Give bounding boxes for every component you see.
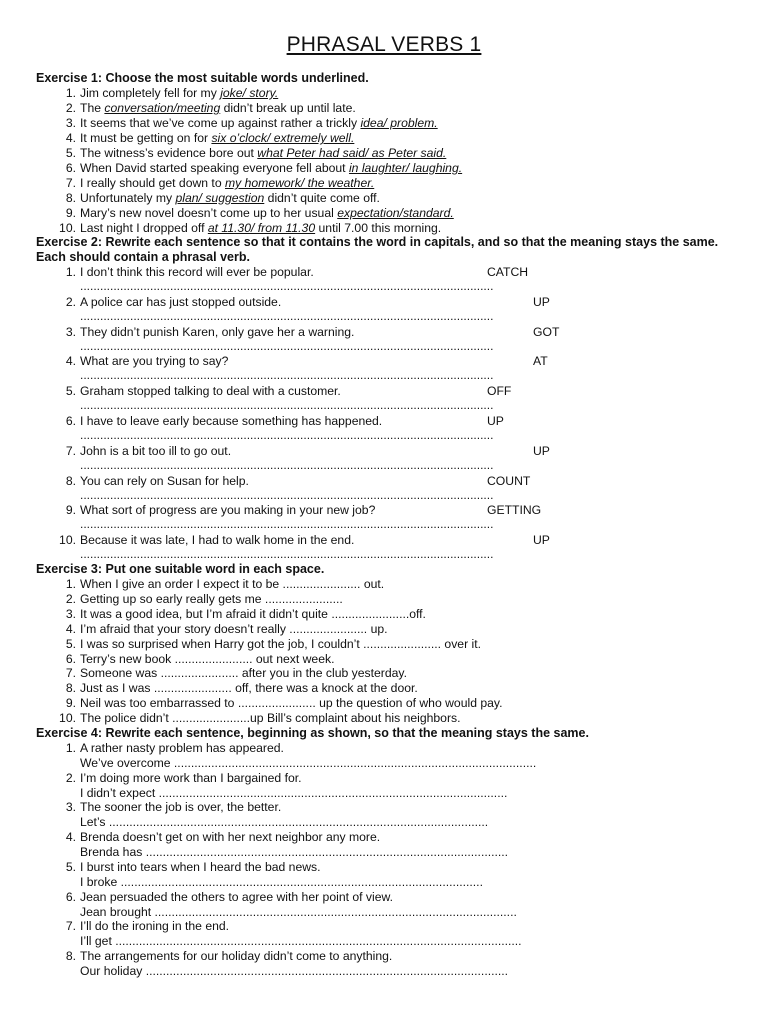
item-text-pre: Mary’s new novel doesn’t come up to her usual [80,206,338,220]
item-number: 7. [65,919,76,934]
keyword-capitals: COUNT [487,473,531,488]
item-text: It was a good idea, but I’m afraid it didn’t quite .......................off. [80,606,426,621]
keyword-capitals: GOT [533,324,560,339]
item-number: 8. [65,473,76,488]
item-number: 2. [65,770,76,785]
underlined-choice: conversation/meeting [104,101,221,115]
item-text: The sooner the job is over, the better. [80,800,282,815]
item-text: They didn’t punish Karen, only gave her a warning. [80,324,355,339]
underlined-choice: in laughter/ laughing. [348,161,463,175]
item-text: I’m afraid that your story doesn’t really ....................... up. [80,621,388,636]
answer-line: ............................................................................................................................ [80,457,494,472]
item-text: Someone was ....................... after you in the club yesterday. [80,666,407,681]
item-text [80,146,446,161]
item-text [80,206,454,221]
item-number: 1. [65,265,76,279]
exercise-2-subheading: Each should contain a phrasal verb. [36,250,250,264]
item-text-pre: It must be getting on for [80,131,212,145]
item-text-pre: It seems that we’ve come up against rather a trickly [80,116,361,130]
item-number: 3. [65,116,76,130]
item-text: I was so surprised when Harry got the job, I couldn’t ....................... over it. [80,636,481,651]
rewrite-line: I broke ........................................................................................................... [80,874,483,889]
item-text: Because it was late, I had to walk home in the end. [80,533,355,548]
keyword-capitals: UP [533,443,550,458]
keyword-capitals: CATCH [487,265,529,279]
item-text: I have to leave early because something has happened. [80,414,383,428]
underlined-choice: at 11.30/ from 11.30 [207,221,316,235]
item-text: Graham stopped talking to deal with a customer. [80,384,341,399]
item-text [80,86,278,101]
item-text: John is a bit too ill to go out. [80,443,232,458]
item-text-pre: Jim completely fell for my [80,86,221,100]
keyword-capitals: GETTING [487,503,542,518]
item-text: I don’t think this record will ever be popular. [80,265,314,279]
item-number: 10. [59,711,76,726]
keyword-capitals: OFF [487,384,512,399]
item-number: 8. [65,681,76,696]
item-number: 3. [65,800,76,815]
item-text-pre: When David started speaking everyone fell about [80,161,349,175]
exercise-3-heading: Exercise 3: Put one suitable word in each space. [36,562,325,576]
keyword-capitals: UP [487,414,504,428]
item-number: 6. [65,651,76,666]
item-text-pre: Last night I dropped off [80,221,208,235]
exercise-4-heading: Exercise 4: Rewrite each sentence, beginning as shown, so that the meaning stays the same. [36,726,589,740]
item-text: The police didn’t .......................up Bill’s complaint about his neighbors. [80,711,461,726]
underlined-choice: expectation/standard. [337,206,454,220]
item-number: 2. [65,101,76,115]
rewrite-line: Brenda has ........................................................................................................... [80,845,509,860]
item-number: 10. [59,533,76,548]
underlined-choice: joke/ story. [220,86,279,100]
item-text: What are you trying to say? [80,354,229,369]
item-number: 6. [65,414,76,428]
item-text-pre: The witness’s evidence bore out [80,146,258,160]
item-text: I burst into tears when I heard the bad news. [80,859,321,874]
keyword-capitals: AT [533,354,548,369]
item-text: Brenda doesn’t get on with her next neighbor any more. [80,830,381,845]
underlined-choice: six o’clock/ extremely well. [211,131,355,145]
rewrite-line: I’ll get ........................................................................................................................ [80,934,522,949]
item-text: What sort of progress are you making in your new job? [80,503,376,518]
item-text [80,221,441,236]
answer-line: ............................................................................................................................ [80,428,494,442]
item-text-post: didn’t quite come off. [264,191,380,205]
item-text: Neil was too embarrassed to ....................... up the question of who would pay. [80,696,503,711]
item-number: 1. [65,577,76,591]
exercise-1-heading: Exercise 1: Choose the most suitable words underlined. [36,71,369,85]
answer-line: ............................................................................................................................ [80,308,494,323]
underlined-choice: my homework/ the weather. [224,176,375,190]
item-number: 3. [65,606,76,621]
item-number: 9. [65,503,76,518]
item-number: 6. [65,161,76,175]
item-number: 1. [65,741,76,755]
item-number: 1. [65,86,76,100]
item-text-pre: I really should get down to [80,176,225,190]
item-text-pre: Unfortunately my [80,191,176,205]
item-number: 4. [65,830,76,845]
exercise-2-heading: Exercise 2: Rewrite each sentence so that it contains the word in capitals, and so that the meaning stays the same. [36,235,719,249]
item-number: 4. [65,354,76,369]
item-number: 4. [65,131,76,145]
page-title: PHRASAL VERBS 1 [286,33,482,56]
answer-line: ............................................................................................................................ [80,547,494,562]
item-number: 9. [65,696,76,711]
item-number: 10. [59,221,76,235]
item-number: 2. [65,591,76,606]
item-text: The arrangements for our holiday didn’t come to anything. [80,948,393,963]
item-text: Jean persuaded the others to agree with her point of view. [80,889,394,904]
item-number: 3. [65,324,76,339]
item-text [80,191,380,206]
answer-line: ............................................................................................................................ [80,517,494,532]
item-text: When I give an order I expect it to be ....................... out. [80,577,385,591]
item-text: Just as I was ....................... off, there was a knock at the door. [80,681,418,696]
item-number: 4. [65,621,76,636]
item-text [80,116,438,131]
rewrite-line: I didn’t expect ....................................................................................................... [80,785,508,800]
rewrite-line: We’ve overcome ........................................................................................................... [80,756,537,770]
item-number: 9. [65,206,76,220]
item-number: 7. [65,176,76,190]
item-text [80,176,374,191]
keyword-capitals: UP [533,294,550,309]
item-text: A police car has just stopped outside. [80,294,282,309]
item-text-pre: The [80,101,105,115]
rewrite-line: Our holiday ........................................................................................................... [80,963,509,978]
item-number: 5. [65,384,76,399]
item-number: 5. [65,859,76,874]
rewrite-line: Let’s ................................................................................................................ [80,815,489,830]
item-text [80,101,356,116]
underlined-choice: idea/ problem. [360,116,438,130]
item-text-post: didn’t break up until late. [220,101,356,115]
item-text: You can rely on Susan for help. [80,473,249,488]
answer-line: ............................................................................................................................ [80,398,494,413]
item-text: I’m doing more work than I bargained for. [80,770,302,785]
answer-line: ............................................................................................................................ [80,368,494,383]
item-number: 5. [65,636,76,651]
item-number: 7. [65,443,76,458]
item-number: 5. [65,146,76,160]
keyword-capitals: UP [533,533,550,548]
answer-line: ............................................................................................................................ [80,279,494,293]
item-text: Getting up so early really gets me ....................... [80,591,343,606]
item-text: A rather nasty problem has appeared. [80,741,284,755]
underlined-choice: what Peter had said/ as Peter said. [257,146,447,160]
item-text [80,161,462,176]
item-text: Terry’s new book ....................... out next week. [80,651,335,666]
item-number: 8. [65,191,76,205]
item-text [80,131,354,146]
rewrite-line: Jean brought ........................................................................................................... [80,904,517,919]
item-number: 2. [65,294,76,309]
underlined-choice: plan/ suggestion [175,191,265,205]
item-number: 7. [65,666,76,681]
answer-line: ............................................................................................................................ [80,487,494,502]
answer-line: ............................................................................................................................ [80,338,494,353]
item-number: 6. [65,889,76,904]
item-number: 8. [65,948,76,963]
item-text: I’ll do the ironing in the end. [80,919,230,934]
item-text-post: until 7.00 this morning. [315,221,442,235]
